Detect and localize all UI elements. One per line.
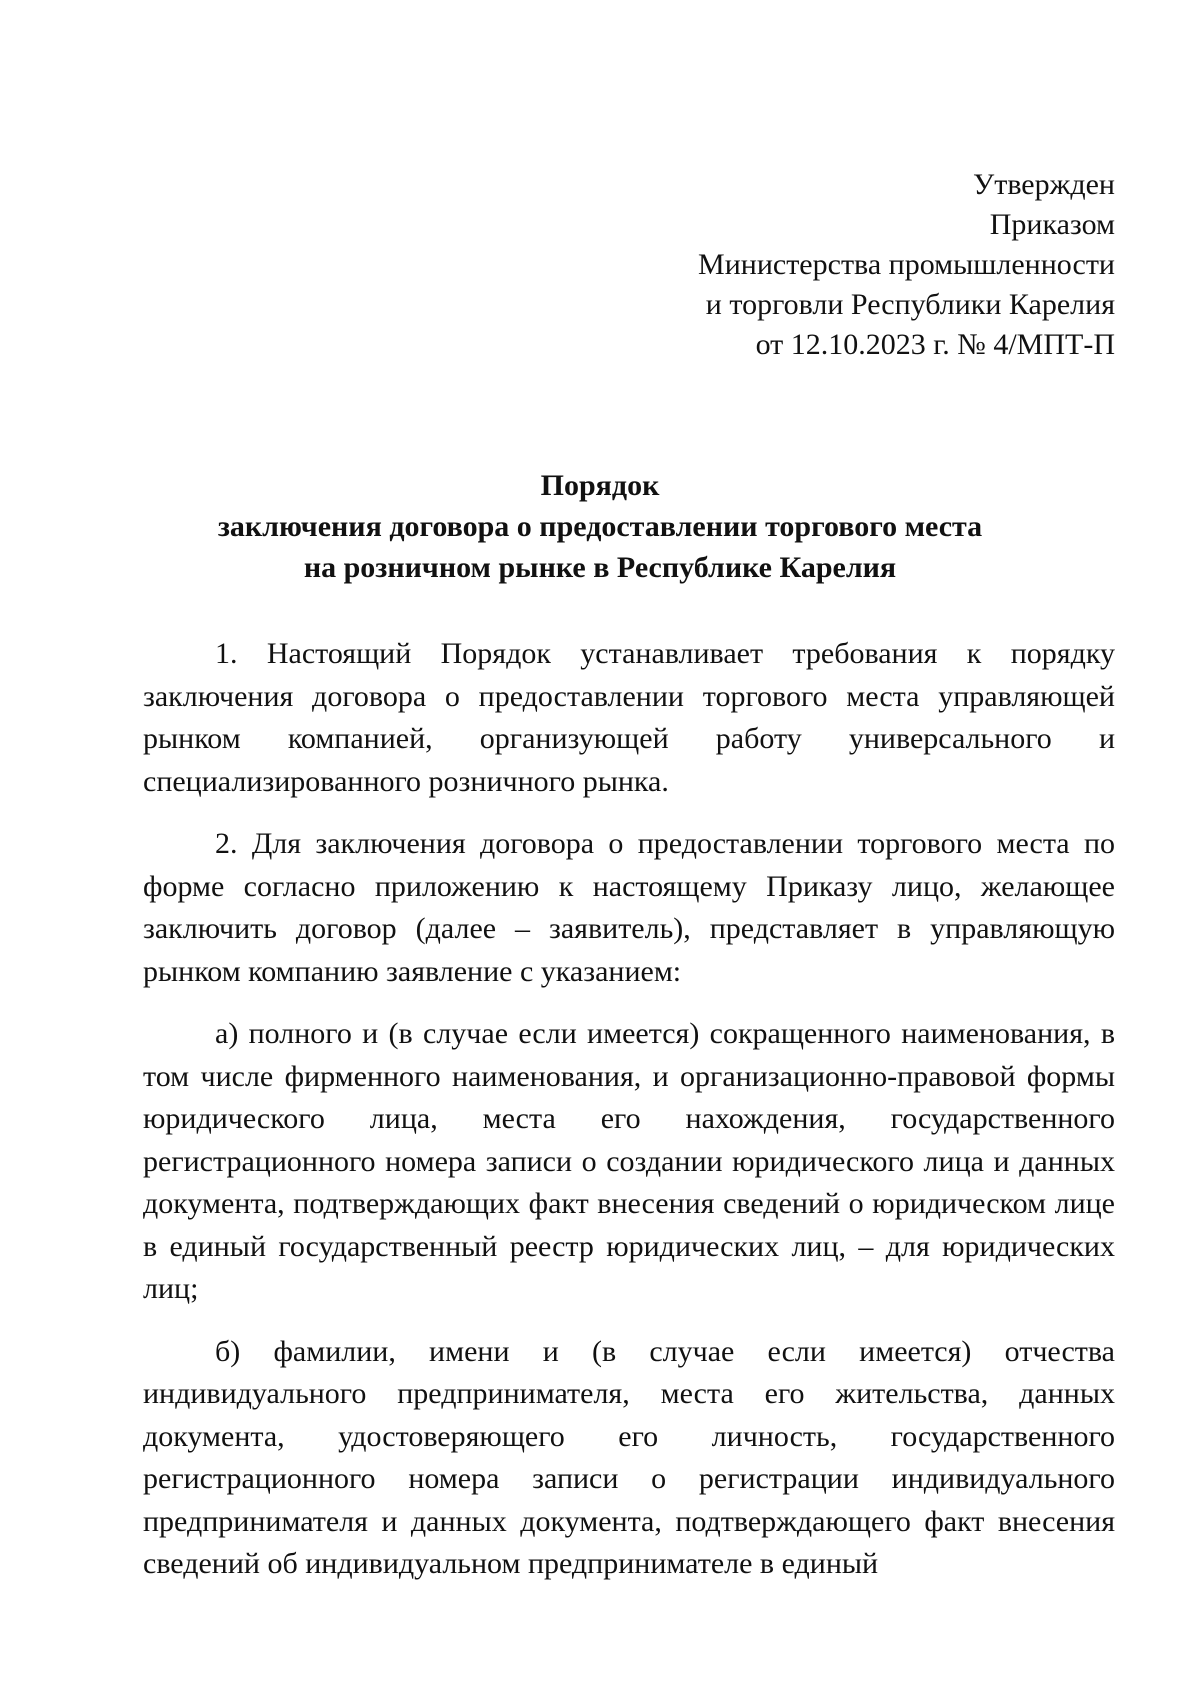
document-title bbox=[0, 465, 1200, 588]
paragraph-a: а) полного и (в случае если имеется) сокращенного наименования, в том числе фирменного наименования, и организационно-правовой формы юридического лица, места его нахождения, государственного регистрационного номера записи о создании юридического лица и данных документа, подтверждающих факт внесения сведений о юридическом лице в единый государственный реестр юридических лиц, – для юридических лиц; bbox=[143, 1017, 1115, 1305]
approval-line: Приказом bbox=[989, 208, 1115, 241]
paragraph-2: 2. Для заключения договора о предоставлении торгового места по форме согласно приложению к настоящему Приказу лицо, желающее заключить договор (далее – заявитель), представляет в управляющую рынком компанию заявление с указанием: bbox=[143, 827, 1115, 988]
approval-block bbox=[698, 165, 1115, 365]
title-line: на розничном рынке в Республике Карелия bbox=[303, 551, 897, 584]
approval-line: и торговли Республики Карелия bbox=[705, 288, 1115, 321]
approval-line: Утвержден bbox=[972, 168, 1115, 201]
document-body bbox=[143, 633, 1115, 1606]
paragraph-1: 1. Настоящий Порядок устанавливает требования к порядку заключения договора о предоставлении торгового места управляющей рынком компанией, организующей работу универсального и специализированного розничного рынка. bbox=[143, 637, 1115, 798]
paragraph-b: б) фамилии, имени и (в случае если имеется) отчества индивидуального предпринимателя, места его жительства, данных документа, удостоверяющего его личность, государственного регистрационного номера записи о регистрации индивидуального предпринимателя и данных документа, подтверждающего факт внесения сведений об индивидуальном предпринимателе в единый bbox=[143, 1334, 1115, 1580]
title-line: Порядок bbox=[540, 469, 660, 502]
title-line: заключения договора о предоставлении торгового места bbox=[217, 510, 983, 543]
approval-line: Министерства промышленности bbox=[698, 248, 1115, 281]
approval-line: от 12.10.2023 г. № 4/МПТ-П bbox=[755, 328, 1115, 361]
